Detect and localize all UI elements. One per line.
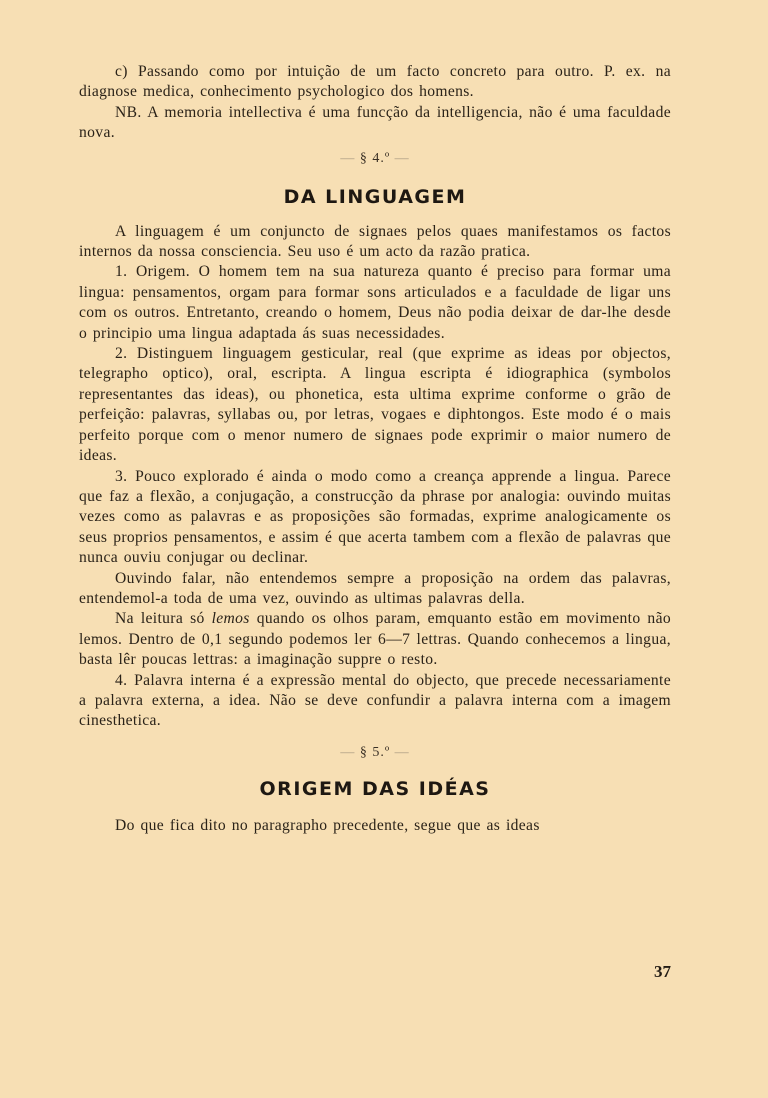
leitura-text-before: Na leitura só xyxy=(115,610,212,628)
paragraph-do-que-fica-dito: Do que fica dito no paragrapho precedente, segue que as ideas xyxy=(115,816,540,834)
paragraph-linguagem-definicao: A linguagem é um conjuncto de signaes pelos quaes manifestamos os factos internos da nossa consciencia. Seu uso é um acto da razão pratica. xyxy=(79,222,671,261)
section-dash-left: — xyxy=(340,150,360,166)
paragraph-nb-memoria: NB. A memoria intellectiva é uma funcção da intelligencia, não é uma faculdade nova. xyxy=(79,103,671,142)
section-number-5: § 5.º xyxy=(359,744,391,760)
section-dash-right: — xyxy=(390,744,410,760)
section-dash-right: — xyxy=(390,150,410,166)
section-mark-5 xyxy=(79,742,671,764)
page-body xyxy=(79,62,671,836)
heading-da-linguagem: DA LINGUAGEM xyxy=(283,185,467,208)
section-number-4: § 4.º xyxy=(359,150,391,166)
leitura-text-after: quando os olhos param, emquanto estão em movimento não lemos. Dentro de 0,1 segundo podemos ler 6—7 lettras. Quando conhecemos a lingua, basta lêr poucas lettras: a imaginação suppre o resto. xyxy=(79,610,671,669)
page-number: 37 xyxy=(654,962,671,981)
section-mark-4 xyxy=(79,148,671,170)
paragraph-leitura xyxy=(79,609,671,670)
heading-origem-das-ideas: ORIGEM DAS IDÉAS xyxy=(259,777,491,800)
paragraph-ouvindo-falar: Ouvindo falar, não entendemos sempre a proposição na ordem das palavras, entendemol-a toda de uma vez, ouvindo as ultimas palavras della. xyxy=(79,569,671,607)
paragraph-distinguem: 2. Distinguem linguagem gesticular, real (que exprime as ideas por objectos, telegrapho optico), oral, escripta. A lingua escripta é idiographica (symbolos representantes das ideas), ou phonetica, esta ultima exprime conforme o grão de perfeição: palavras, syllabas ou, por letras, vogaes e diphtongos. Este modo é o mais perfeito porque com o menor numero de signaes pode exprimir o maior numero de ideas. xyxy=(79,345,671,465)
paragraph-intuicao: c) Passando como por intuição de um facto concreto para outro. P. ex. na diagnose medica, conhecimento psychologico dos homens. xyxy=(79,63,671,101)
section-dash-left: — xyxy=(340,744,360,760)
paragraph-palavra-interna: 4. Palavra interna é a expressão mental do objecto, que precede necessariamente a palavra externa, a idea. Não se deve confundir a palavra interna com a imagem cinesthetica. xyxy=(79,671,671,730)
paragraph-origem: 1. Origem. O homem tem na sua natureza quanto é preciso para formar uma lingua: pensamentos, orgam para formar sons articulados e a faculdade de ligar uns com os outros. Entretanto, creando o homem, Deus não podia deixar de dar-lhe desde o principio uma lingua adaptada ás suas necessidades. xyxy=(79,263,671,342)
leitura-italic-lemos: lemos xyxy=(211,610,250,628)
paragraph-creanca: 3. Pouco explorado é ainda o modo como a creança apprende a lingua. Parece que faz a flexão, a conjugação, a construcção da phrase por analogia: ouvindo muitas vezes como as palavras e as proposições são formadas, exprime analogicamente os seus proprios pensamentos, e assim é que acerta tambem com a flexão de palavras que nunca ouviu conjugar ou declinar. xyxy=(79,467,671,567)
